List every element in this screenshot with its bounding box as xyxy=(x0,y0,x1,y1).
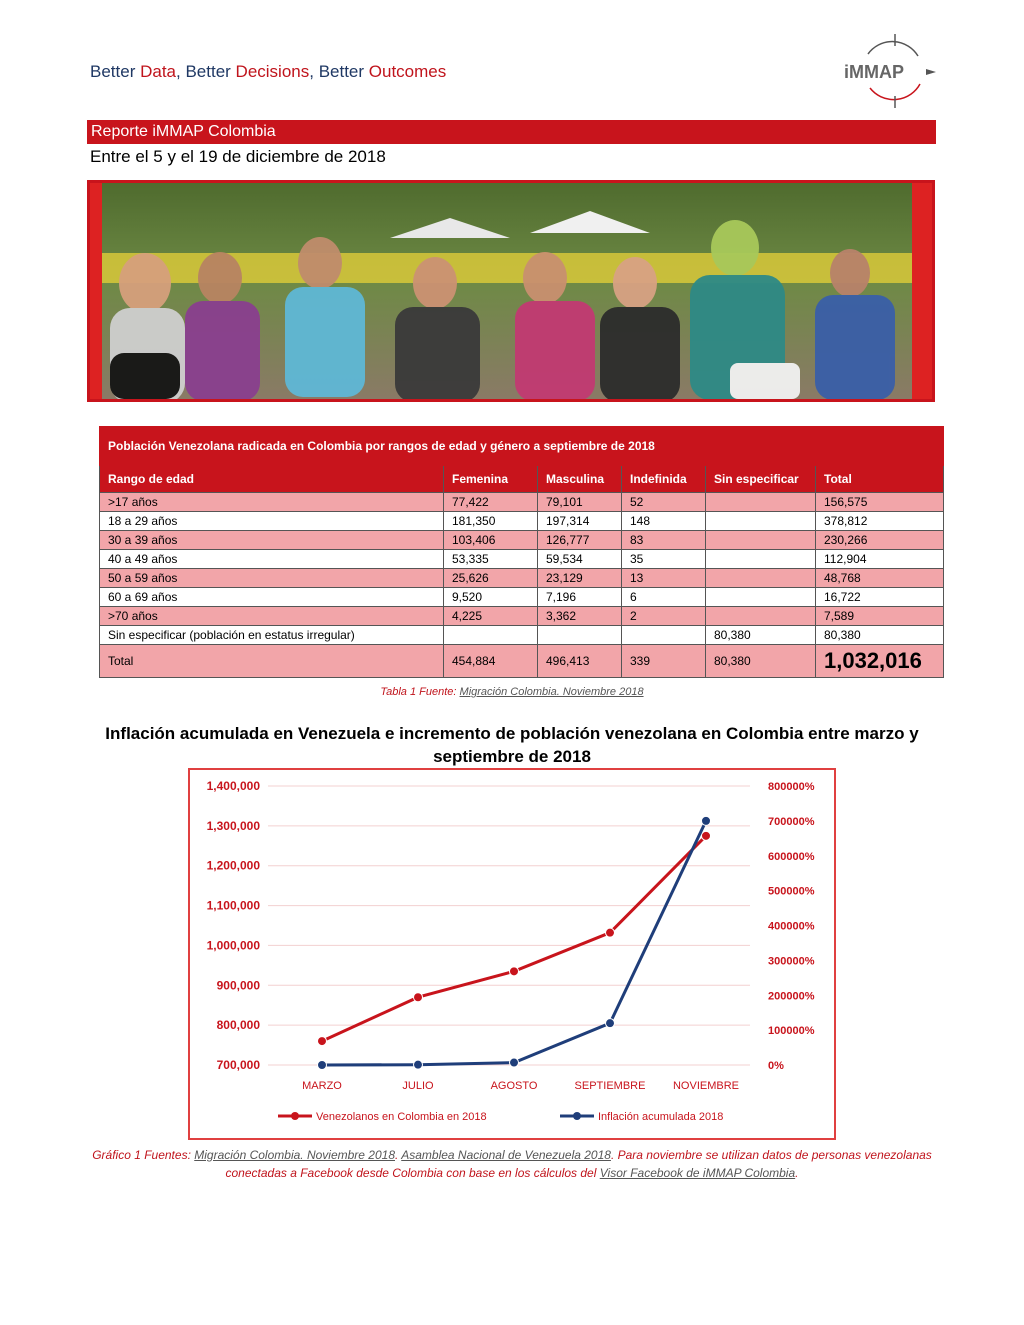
table-row xyxy=(100,569,944,588)
table-cell: Sin especificar (población en estatus irregular) xyxy=(100,626,444,645)
caption-text: . Para noviembre se utilizan datos de personas venezolanas conectadas a Facebook desde Colombia con base en los cálculos del xyxy=(225,1148,932,1180)
table-cell xyxy=(706,550,816,569)
data-point xyxy=(414,1060,423,1069)
table-title: Población Venezolana radicada en Colombia por rangos de edad y género a septiembre de 2018 xyxy=(100,427,944,466)
table-cell: 16,722 xyxy=(816,588,944,607)
legend-label: Venezolanos en Colombia en 2018 xyxy=(316,1111,487,1123)
table-row xyxy=(100,493,944,512)
data-point xyxy=(510,1058,519,1067)
data-point xyxy=(606,928,615,937)
tagline-part: Decisions xyxy=(235,62,310,81)
data-point xyxy=(606,1019,615,1028)
column-header: Indefinida xyxy=(622,466,706,493)
right-tick-label: 100000% xyxy=(768,1025,815,1038)
column-header: Femenina xyxy=(444,466,538,493)
table-total-row xyxy=(100,645,944,678)
table-cell: 60 a 69 años xyxy=(100,588,444,607)
table-header-row xyxy=(100,466,944,493)
left-tick-label: 1,400,000 xyxy=(206,779,260,793)
table-row xyxy=(100,607,944,626)
date-range: Entre el 5 y el 19 de diciembre de 2018 xyxy=(90,147,386,166)
table-cell: 18 a 29 años xyxy=(100,512,444,531)
table-cell: 156,575 xyxy=(816,493,944,512)
table-cell xyxy=(706,588,816,607)
chart-canvas xyxy=(190,770,834,1138)
table-cell: >70 años xyxy=(100,607,444,626)
table-cell: 59,534 xyxy=(538,550,622,569)
caption-text: Tabla 1 Fuente: xyxy=(380,686,460,698)
table-cell xyxy=(706,569,816,588)
table-row xyxy=(100,512,944,531)
table-cell: >17 años xyxy=(100,493,444,512)
table-cell: 80,380 xyxy=(816,626,944,645)
immap-logo xyxy=(838,32,938,110)
left-tick-label: 800,000 xyxy=(216,1018,260,1033)
report-title: Reporte iMMAP Colombia xyxy=(91,123,276,140)
left-tick-label: 1,300,000 xyxy=(206,818,260,833)
column-header: Total xyxy=(816,466,944,493)
column-header: Sin especificar xyxy=(706,466,816,493)
right-tick-label: 0% xyxy=(768,1060,784,1072)
series-line xyxy=(322,821,706,1065)
source-link[interactable]: Migración Colombia. Noviembre 2018 xyxy=(459,686,644,698)
table-cell: 25,626 xyxy=(444,569,538,588)
chart-heading: Inflación acumulada en Venezuela e incremento de población venezolana en Colombia entre marzo y septiembre de 2018 xyxy=(105,724,919,766)
series-line xyxy=(322,836,706,1041)
table-cell: 454,884 xyxy=(444,645,538,678)
table-cell xyxy=(538,626,622,645)
x-tick-label: SEPTIEMBRE xyxy=(574,1080,646,1092)
chart-caption xyxy=(80,1146,944,1182)
table-cell: Total xyxy=(100,645,444,678)
table-cell: 148 xyxy=(622,512,706,531)
tagline-part: , Better xyxy=(176,62,236,81)
table-cell: 339 xyxy=(622,645,706,678)
column-header: Rango de edad xyxy=(100,466,444,493)
table-cell: 80,380 xyxy=(706,645,816,678)
table-cell: 40 a 49 años xyxy=(100,550,444,569)
x-tick-label: AGOSTO xyxy=(490,1080,538,1092)
table-caption xyxy=(0,686,1024,698)
report-title-bar xyxy=(87,120,936,144)
table-cell: 80,380 xyxy=(706,626,816,645)
right-tick-label: 200000% xyxy=(768,990,815,1003)
x-tick-label: NOVIEMBRE xyxy=(672,1080,740,1092)
left-tick-label: 1,000,000 xyxy=(206,938,260,953)
table-cell: 378,812 xyxy=(816,512,944,531)
table-row xyxy=(100,626,944,645)
line-chart xyxy=(188,768,836,1140)
left-tick-label: 700,000 xyxy=(216,1058,260,1072)
right-tick-label: 800000% xyxy=(768,781,815,793)
table-row xyxy=(100,588,944,607)
tagline-part: , Better xyxy=(309,62,369,81)
table-cell: 23,129 xyxy=(538,569,622,588)
left-tick-label: 900,000 xyxy=(216,978,260,993)
tagline-part: Outcomes xyxy=(368,62,447,81)
table-cell: 197,314 xyxy=(538,512,622,531)
table-cell: 7,589 xyxy=(816,607,944,626)
table-cell xyxy=(622,626,706,645)
table-cell: 2 xyxy=(622,607,706,626)
table-cell: 83 xyxy=(622,531,706,550)
crowd-photo xyxy=(87,180,935,402)
table-cell: 77,422 xyxy=(444,493,538,512)
data-point xyxy=(318,1061,327,1070)
table-cell: 35 xyxy=(622,550,706,569)
table-cell xyxy=(444,626,538,645)
right-tick-label: 400000% xyxy=(768,920,815,933)
logo-text: iMMAP xyxy=(844,62,904,82)
table-cell xyxy=(706,607,816,626)
table-row xyxy=(100,550,944,569)
tagline-part: Better xyxy=(90,62,141,81)
legend-marker xyxy=(291,1112,299,1120)
right-tick-label: 300000% xyxy=(768,955,815,968)
table-cell: 50 a 59 años xyxy=(100,569,444,588)
table-cell: 79,101 xyxy=(538,493,622,512)
data-point xyxy=(702,831,711,840)
table-cell: 13 xyxy=(622,569,706,588)
table-cell: 48,768 xyxy=(816,569,944,588)
table-cell: 30 a 39 años xyxy=(100,531,444,550)
table-cell xyxy=(706,531,816,550)
right-tick-label: 600000% xyxy=(768,850,815,863)
source-link[interactable]: Visor Facebook de iMMAP Colombia xyxy=(599,1166,796,1180)
table-row xyxy=(100,531,944,550)
x-tick-label: JULIO xyxy=(402,1080,434,1092)
left-tick-label: 1,100,000 xyxy=(206,898,260,913)
table-cell: 52 xyxy=(622,493,706,512)
column-header: Masculina xyxy=(538,466,622,493)
right-tick-label: 500000% xyxy=(768,885,815,898)
table-cell: 112,904 xyxy=(816,550,944,569)
table-cell: 126,777 xyxy=(538,531,622,550)
legend-marker xyxy=(573,1112,581,1120)
left-tick-label: 1,200,000 xyxy=(206,858,260,873)
tagline-part: Data xyxy=(140,62,177,81)
table-cell: 103,406 xyxy=(444,531,538,550)
data-point xyxy=(702,816,711,825)
table-cell: 4,225 xyxy=(444,607,538,626)
caption-text: . xyxy=(395,1148,402,1162)
table-cell: 7,196 xyxy=(538,588,622,607)
population-table xyxy=(99,426,943,678)
table-cell: 53,335 xyxy=(444,550,538,569)
caption-text: . xyxy=(795,1166,799,1180)
data-point xyxy=(414,993,423,1002)
table-cell: 181,350 xyxy=(444,512,538,531)
table-cell: 496,413 xyxy=(538,645,622,678)
legend-label: Inflación acumulada 2018 xyxy=(598,1111,724,1123)
tagline xyxy=(90,62,446,82)
data-point xyxy=(318,1037,327,1046)
grand-total: 1,032,016 xyxy=(816,645,944,678)
source-link[interactable]: Asamblea Nacional de Venezuela 2018 xyxy=(401,1148,611,1162)
right-tick-label: 700000% xyxy=(768,815,815,828)
table-cell: 230,266 xyxy=(816,531,944,550)
data-point xyxy=(510,967,519,976)
table-cell: 6 xyxy=(622,588,706,607)
table-cell: 9,520 xyxy=(444,588,538,607)
x-tick-label: MARZO xyxy=(302,1080,342,1092)
table-cell xyxy=(706,493,816,512)
table-cell xyxy=(706,512,816,531)
caption-text: Gráfico 1 Fuentes: xyxy=(92,1148,195,1162)
table-cell: 3,362 xyxy=(538,607,622,626)
source-link[interactable]: Migración Colombia. Noviembre 2018 xyxy=(194,1148,395,1162)
